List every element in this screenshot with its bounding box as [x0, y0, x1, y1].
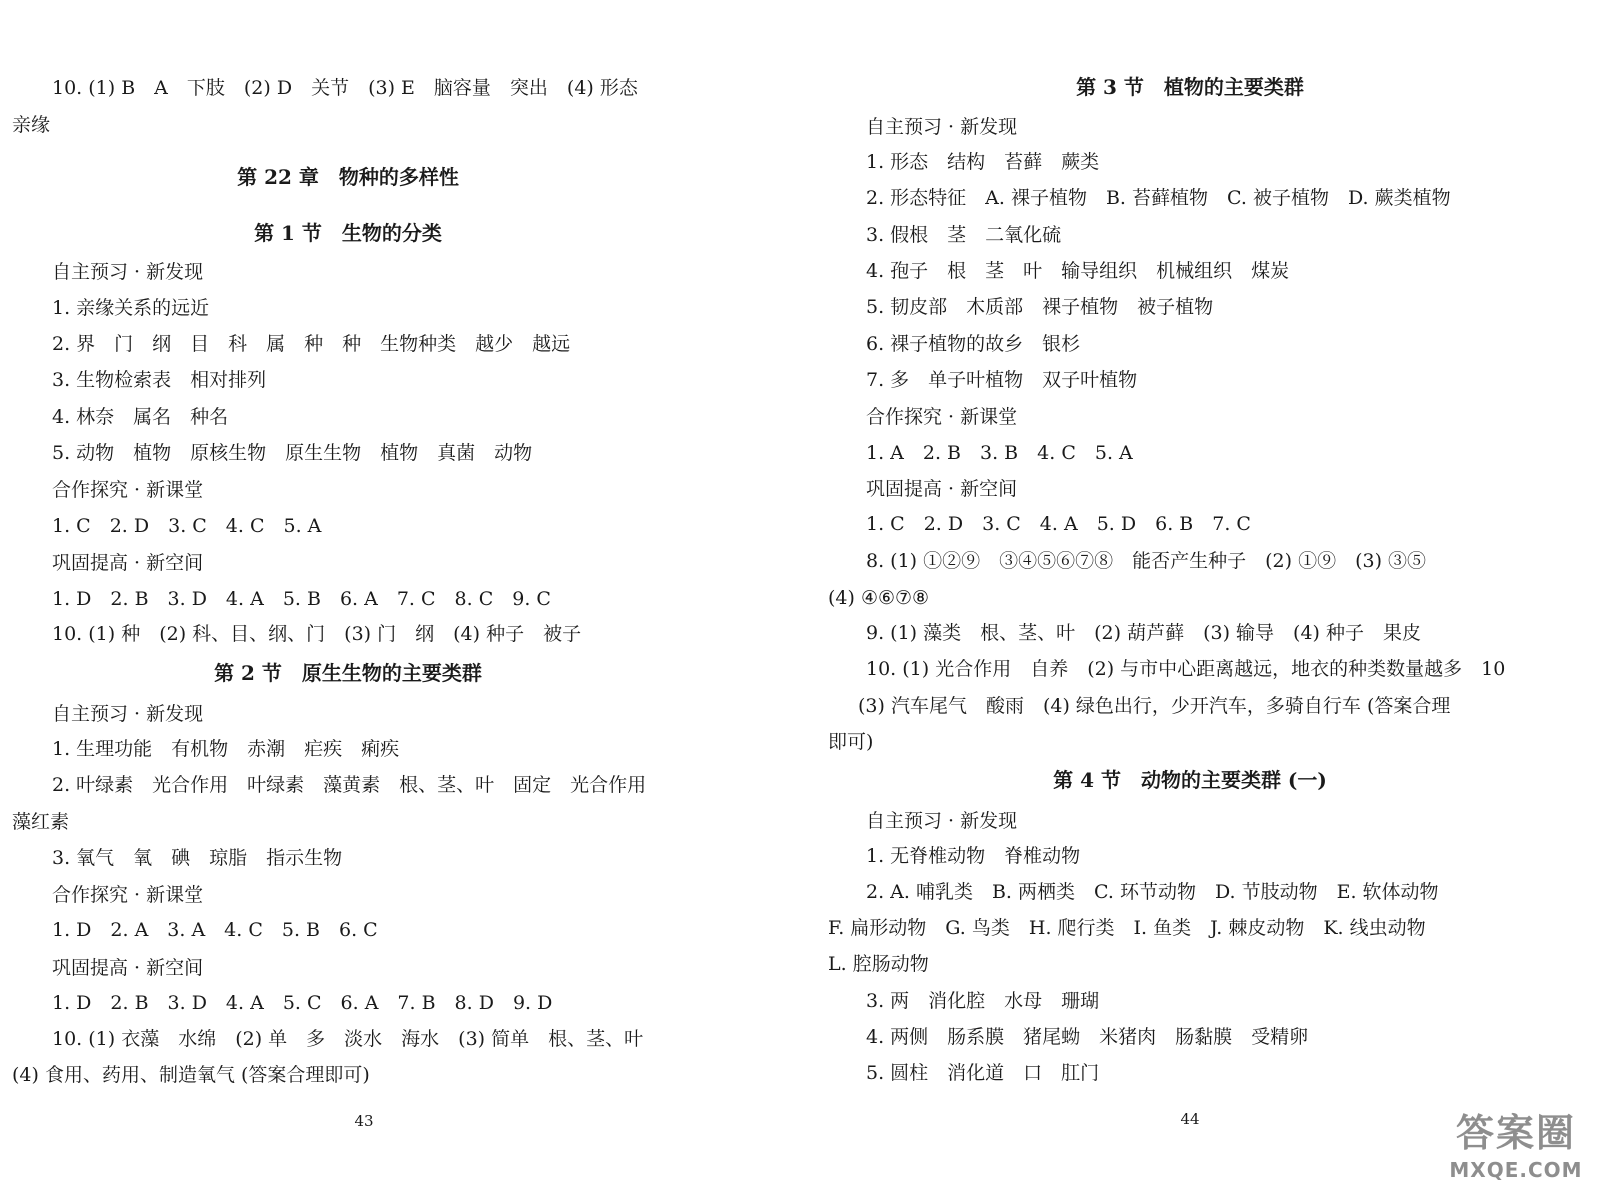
answer-line: L. 腔肠动物 [828, 953, 929, 975]
subsection-label: 自主预习 · 新发现 [866, 116, 1018, 138]
answer-line: 2. A. 哺乳类 B. 两栖类 C. 环节动物 D. 节肢动物 E. 软体动物 [866, 881, 1439, 903]
subsection-label: 巩固提高 · 新空间 [866, 478, 1018, 500]
answer-line: 3. 生物检索表 相对排列 [52, 369, 267, 391]
answer-line: 10. (1) 光合作用 自养 (2) 与市中心距离越远，地衣的种类数量越多 10 [866, 658, 1506, 680]
page-number: 44 [1180, 1110, 1200, 1128]
chapter-title: 第 22 章 物种的多样性 [237, 165, 459, 189]
answer-line: 1. D 2. A 3. A 4. C 5. B 6. C [52, 919, 378, 941]
answer-line: 10. (1) 种 (2) 科、目、纲、门 (3) 门 纲 (4) 种子 被子 [52, 623, 582, 645]
answer-line: (4) 食用、药用、制造氧气 (答案合理即可) [12, 1064, 370, 1086]
section-title: 第 3 节 植物的主要类群 [1076, 75, 1304, 99]
answer-line: 2. 界 门 纲 目 科 属 种 种 生物种类 越少 越远 [52, 333, 571, 355]
subsection-label: 巩固提高 · 新空间 [52, 552, 204, 574]
watermark-url: MXQE.COM [1449, 1158, 1583, 1182]
answer-line: 8. (1) ①②⑨ ③④⑤⑥⑦⑧ 能否产生种子 (2) ①⑨ (3) ③⑤ [866, 550, 1427, 572]
subsection-label: 自主预习 · 新发现 [52, 261, 204, 283]
answer-line: 3. 两 消化腔 水母 珊瑚 [866, 990, 1100, 1012]
answer-line: F. 扁形动物 G. 鸟类 H. 爬行类 I. 鱼类 J. 棘皮动物 K. 线虫动物 [828, 917, 1426, 939]
answer-line: 1. C 2. D 3. C 4. A 5. D 6. B 7. C [866, 513, 1251, 535]
watermark-logo [1446, 1109, 1586, 1195]
answer-line: 1. C 2. D 3. C 4. C 5. A [52, 515, 322, 537]
section-title: 第 1 节 生物的分类 [254, 221, 442, 245]
answer-line: 1. 形态 结构 苔藓 蕨类 [866, 151, 1100, 173]
answer-line: 5. 韧皮部 木质部 裸子植物 被子植物 [866, 296, 1214, 318]
page-number: 43 [354, 1112, 374, 1130]
answer-line: 2. 叶绿素 光合作用 叶绿素 藻黄素 根、茎、叶 固定 光合作用 [52, 774, 647, 796]
answer-line: 4. 林奈 属名 种名 [52, 406, 229, 428]
answer-line: 1. D 2. B 3. D 4. A 5. C 6. A 7. B 8. D 9. D [52, 992, 553, 1014]
subsection-label: 自主预习 · 新发现 [866, 810, 1018, 832]
answer-line: 6. 裸子植物的故乡 银杉 [866, 333, 1081, 355]
answer-line: 3. 假根 茎 二氧化硫 [866, 224, 1062, 246]
answer-line: 1. A 2. B 3. B 4. C 5. A [866, 442, 1133, 464]
answer-line: 5. 动物 植物 原核生物 原生生物 植物 真菌 动物 [52, 442, 533, 464]
section-title: 第 2 节 原生生物的主要类群 [214, 661, 482, 685]
watermark-text: 答案圈 [1455, 1110, 1576, 1155]
answer-line: 亲缘 [12, 114, 51, 136]
answer-line: 7. 多 单子叶植物 双子叶植物 [866, 369, 1138, 391]
answer-line: 4. 孢子 根 茎 叶 输导组织 机械组织 煤炭 [866, 260, 1290, 282]
subsection-label: 合作探究 · 新课堂 [52, 479, 204, 501]
answer-line: 4. 两侧 肠系膜 猪尾蚴 米猪肉 肠黏膜 受精卵 [866, 1026, 1309, 1048]
answer-line: 1. 生理功能 有机物 赤潮 疟疾 痢疾 [52, 738, 400, 760]
answer-line: 1. 无脊椎动物 脊椎动物 [866, 845, 1081, 867]
answer-line: 1. 亲缘关系的远近 [52, 297, 210, 319]
answer-line: 5. 圆柱 消化道 口 肛门 [866, 1062, 1100, 1084]
answer-line: (3) 汽车尾气 酸雨 (4) 绿色出行，少开汽车，多骑自行车 (答案合理 [858, 695, 1451, 717]
answer-line: (4) ④⑥⑦⑧ [828, 587, 930, 609]
subsection-label: 巩固提高 · 新空间 [52, 957, 204, 979]
section-title: 第 4 节 动物的主要类群 (一) [1053, 768, 1327, 792]
answer-line: 即可) [828, 731, 874, 753]
answer-line: 3. 氧气 氧 碘 琼脂 指示生物 [52, 847, 343, 869]
answer-line: 2. 形态特征 A. 裸子植物 B. 苔藓植物 C. 被子植物 D. 蕨类植物 [866, 187, 1451, 209]
subsection-label: 合作探究 · 新课堂 [866, 406, 1018, 428]
answer-line: 10. (1) B A 下肢 (2) D 关节 (3) E 脑容量 突出 (4) 形态 [52, 77, 638, 99]
subsection-label: 合作探究 · 新课堂 [52, 884, 204, 906]
answer-line: 9. (1) 藻类 根、茎、叶 (2) 葫芦藓 (3) 输导 (4) 种子 果皮 [866, 622, 1421, 644]
answer-line: 1. D 2. B 3. D 4. A 5. B 6. A 7. C 8. C 9. C [52, 588, 551, 610]
subsection-label: 自主预习 · 新发现 [52, 703, 204, 725]
answer-line: 10. (1) 衣藻 水绵 (2) 单 多 淡水 海水 (3) 简单 根、茎、叶 [52, 1028, 644, 1050]
answer-line: 藻红素 [12, 811, 70, 833]
